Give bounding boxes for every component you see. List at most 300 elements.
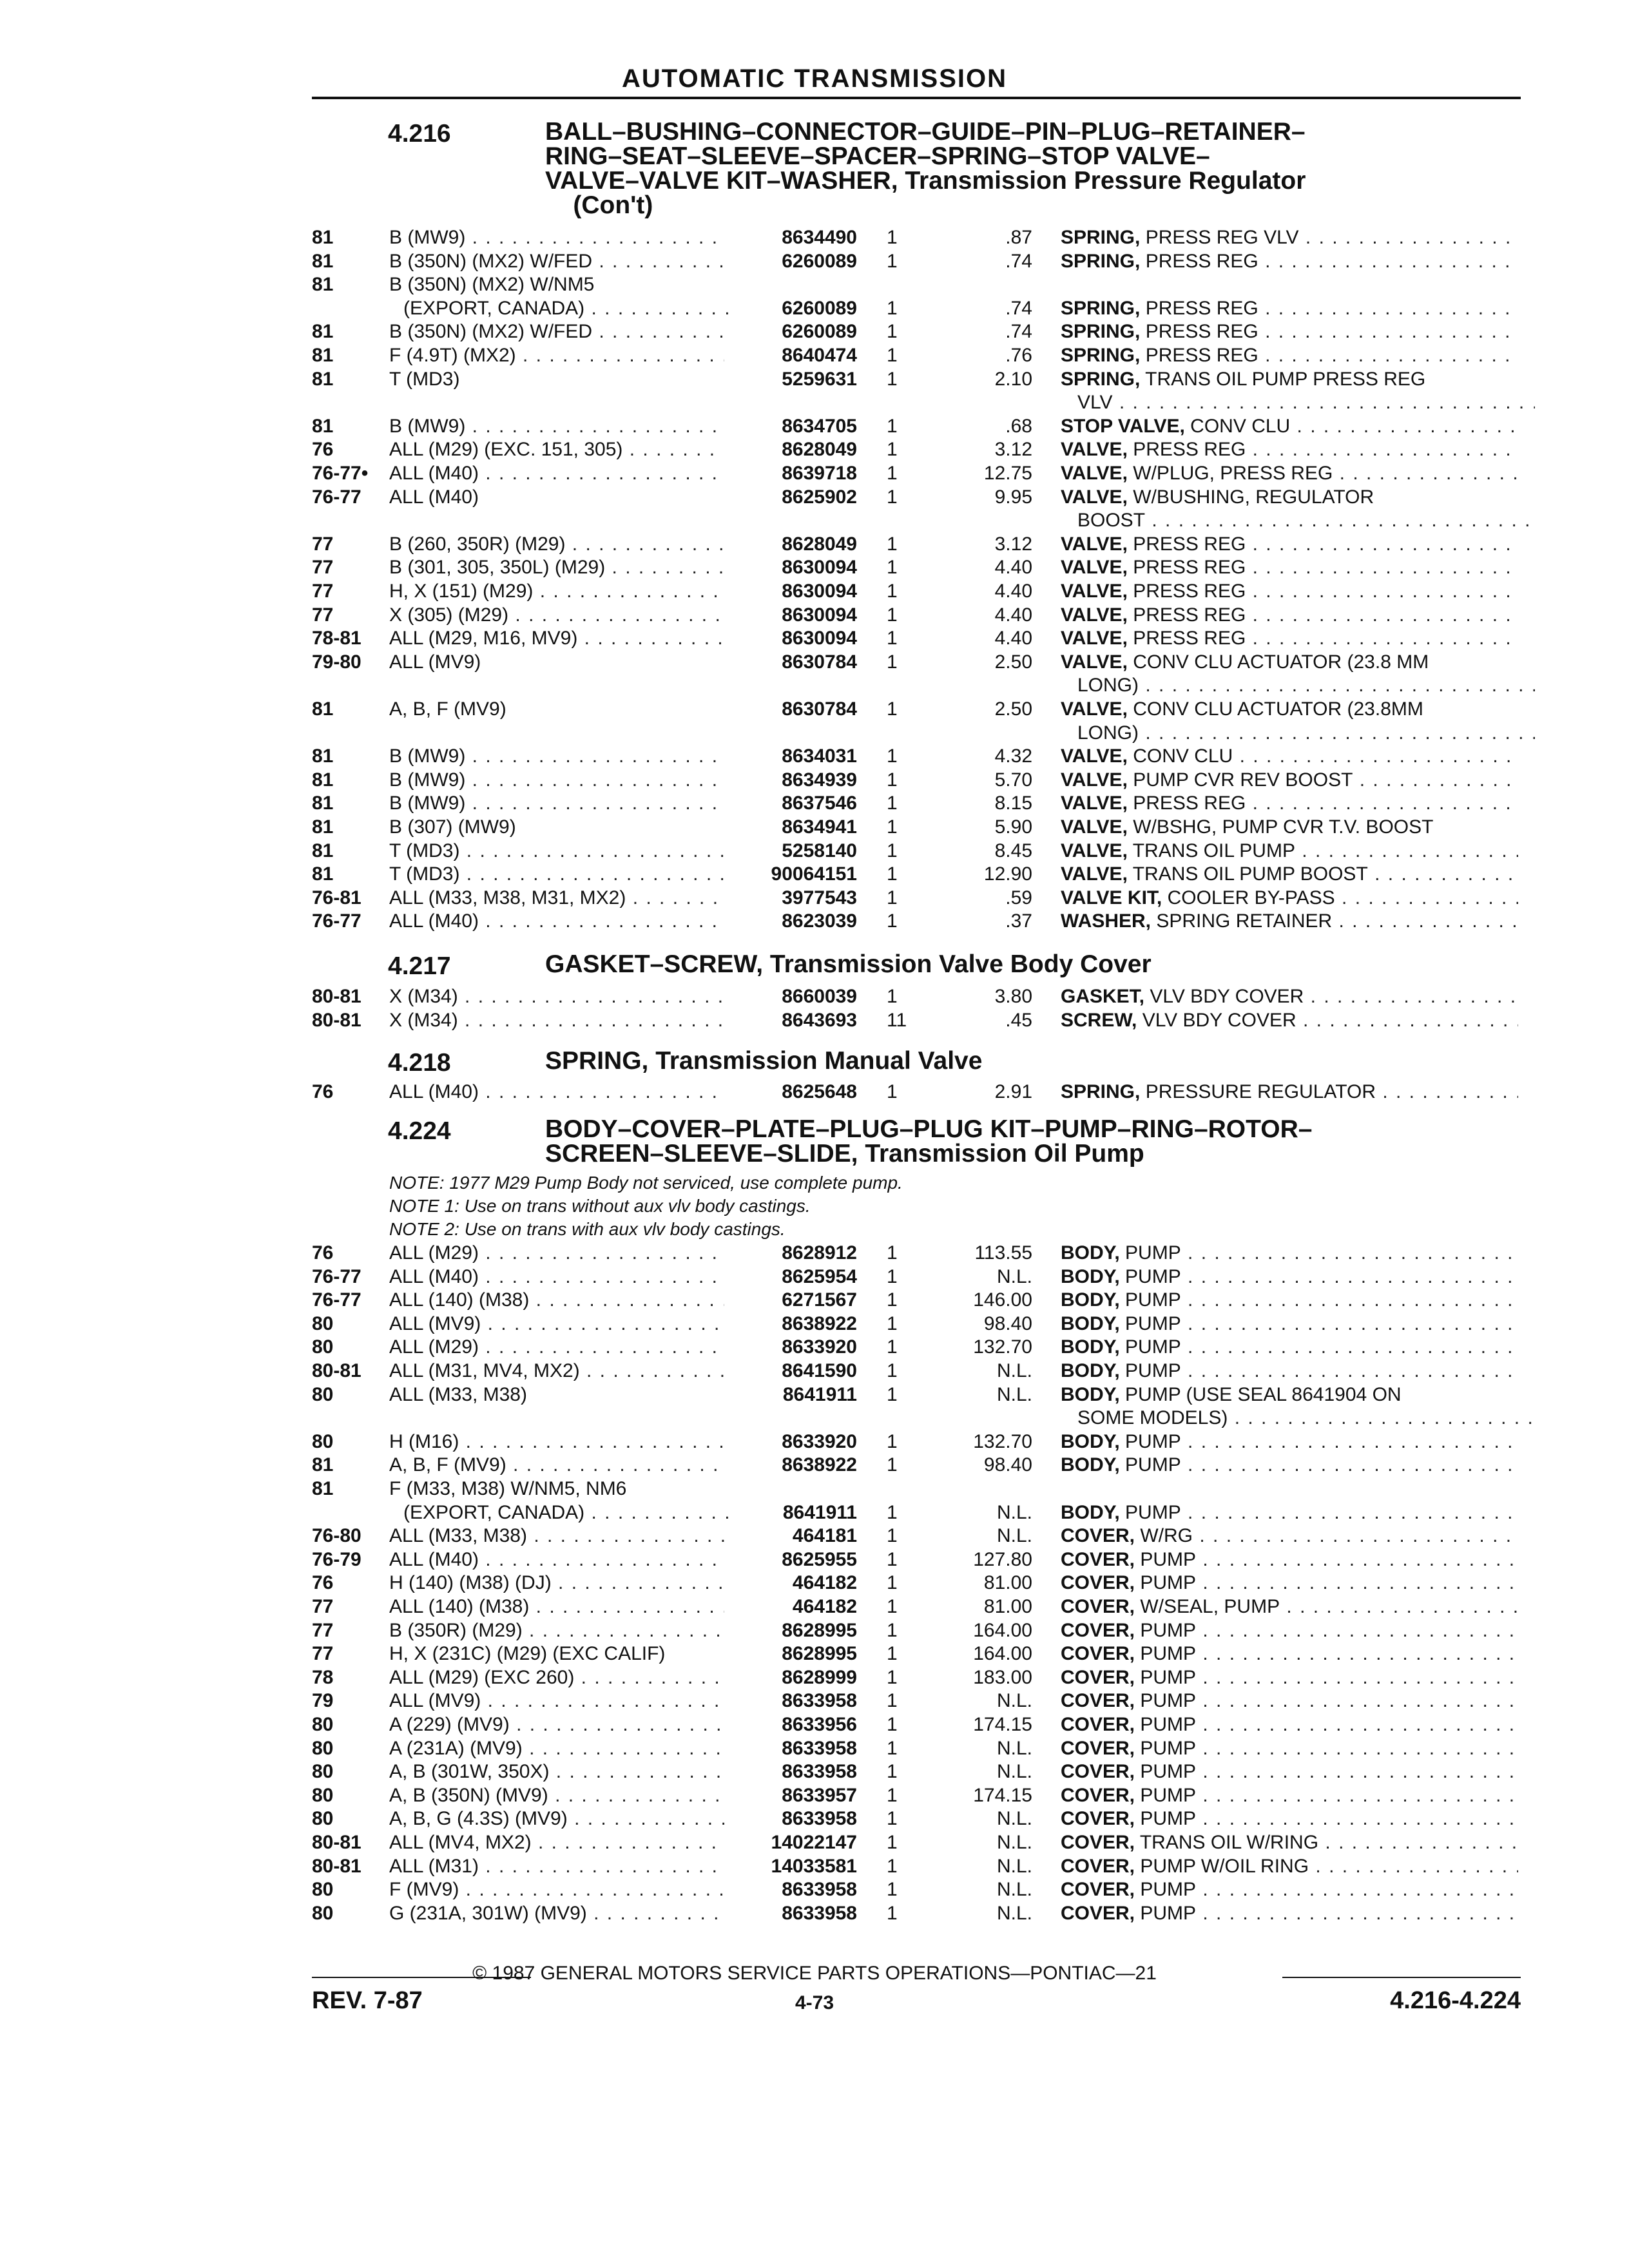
part-number: 8633956 — [782, 1714, 857, 1735]
description-text — [1077, 722, 1535, 744]
application: ALL (MV9) — [389, 651, 481, 673]
model-year: 76 — [312, 1081, 334, 1102]
table-row — [0, 461, 1629, 485]
model-year: 80 — [312, 1784, 334, 1806]
part-detail: CONV CLU — [1127, 745, 1233, 767]
application: B (350N) (MX2) W/FED . . . — [389, 249, 724, 273]
price: N.L. — [996, 1383, 1032, 1405]
model-year: 80 — [312, 1902, 334, 1924]
application: ALL (M29) . . . — [389, 1241, 724, 1265]
price: 2.10 — [994, 368, 1032, 390]
application: ALL (140) (M38) . . . — [389, 1595, 724, 1619]
model-year: 81 — [312, 863, 334, 885]
table-row — [0, 1406, 1629, 1430]
part-name: COVER, — [1061, 1619, 1135, 1641]
part-detail: PUMP — [1135, 1666, 1197, 1688]
description — [1061, 1807, 1518, 1831]
application: ALL (M29) (EXC. 151, 305) . . . — [389, 437, 724, 461]
part-number: 8638922 — [782, 1312, 857, 1334]
model-year: 80 — [312, 1737, 334, 1759]
quantity: 1 — [887, 1312, 898, 1334]
description-text — [1061, 1643, 1518, 1664]
section-title-line: SCREEN–SLEEVE–SLIDE, — [545, 1140, 858, 1168]
model-year: 80 — [312, 1430, 334, 1452]
part-number: 8639718 — [782, 463, 857, 484]
application: (EXPORT, CANADA) . . . — [403, 296, 738, 320]
part-number: 5258140 — [782, 840, 857, 861]
quantity: 1 — [887, 581, 898, 602]
quantity: 1 — [887, 840, 898, 861]
table-row — [0, 1477, 1629, 1501]
page-header-title: AUTOMATIC TRANSMISSION — [621, 64, 1008, 93]
quantity: 1 — [887, 557, 898, 579]
description — [1061, 791, 1518, 815]
part-number: 8628049 — [782, 533, 857, 555]
price: 4.40 — [994, 557, 1032, 579]
section-title-bold: GASKET–SCREW, — [545, 950, 764, 978]
section-subtitle: Transmission Manual Valve — [648, 1047, 983, 1075]
section-number-4218: 4.218 — [388, 1049, 451, 1077]
table-row — [0, 862, 1629, 886]
part-number: 8633958 — [782, 1690, 857, 1712]
price: 2.91 — [994, 1081, 1032, 1102]
application: H, X (231C) (M29) (EXC CALIF) — [389, 1643, 666, 1665]
table-row — [0, 1430, 1629, 1454]
description-text — [1061, 1714, 1518, 1735]
description-text — [1061, 1738, 1518, 1759]
table-row — [0, 1241, 1629, 1265]
application: T (MD3) . . . — [389, 839, 724, 863]
part-name: VALVE, — [1061, 533, 1128, 555]
section-title-4218 — [545, 1049, 1512, 1073]
description — [1061, 461, 1518, 485]
application: H, X (151) (M29) . . . — [389, 579, 724, 603]
quantity: 1 — [887, 1336, 898, 1358]
application: F (MV9) . . . — [389, 1878, 724, 1901]
description-text — [1061, 1289, 1518, 1311]
quantity: 1 — [887, 321, 898, 343]
table-row — [0, 508, 1629, 532]
price: N.L. — [996, 1525, 1032, 1547]
table-row — [0, 909, 1629, 933]
quantity: 1 — [887, 533, 898, 555]
section-number-4216: 4.216 — [388, 120, 451, 148]
application: ALL (M33, M38, M31, MX2) . . . — [389, 886, 724, 910]
part-name: VALVE, — [1061, 745, 1128, 767]
description-text — [1061, 227, 1518, 248]
table-row — [0, 1080, 1629, 1104]
part-detail: PRESS REG — [1127, 628, 1246, 649]
part-number: 8625954 — [782, 1265, 857, 1287]
application: B (260, 350R) (M29) . . . — [389, 532, 724, 556]
description-text — [1061, 581, 1518, 602]
part-number: 8628049 — [782, 439, 857, 461]
part-detail: PRESS REG — [1127, 439, 1246, 461]
table-row — [0, 985, 1629, 1008]
part-name: BODY, — [1061, 1360, 1120, 1381]
price: .74 — [1005, 321, 1032, 343]
part-name: SPRING, — [1061, 297, 1141, 319]
description — [1061, 1008, 1518, 1032]
description-text — [1061, 863, 1518, 885]
quantity: 1 — [887, 1808, 898, 1830]
description-text — [1077, 1407, 1535, 1428]
part-name: COVER, — [1061, 1855, 1135, 1877]
part-name: BODY, — [1061, 1289, 1120, 1311]
description — [1061, 1878, 1518, 1901]
part-detail: PRESS REG — [1140, 321, 1258, 343]
description — [1061, 1713, 1518, 1736]
part-name: VALVE, — [1061, 863, 1128, 885]
description-text — [1077, 675, 1535, 696]
quantity: 1 — [887, 1454, 898, 1476]
quantity: 1 — [887, 1383, 898, 1405]
price: N.L. — [996, 1761, 1032, 1783]
part-number: 8625902 — [782, 486, 857, 508]
table-row — [0, 1689, 1629, 1713]
part-name: VALVE, — [1061, 628, 1128, 649]
table-row — [0, 579, 1629, 603]
application: ALL (M40) . . . — [389, 909, 724, 933]
table-row — [0, 839, 1629, 863]
part-detail: PUMP W/OIL RING — [1135, 1855, 1309, 1877]
price: 5.70 — [994, 769, 1032, 791]
table-row — [0, 1854, 1629, 1878]
price: 81.00 — [983, 1572, 1032, 1594]
part-detail: TRANS OIL PUMP BOOST — [1127, 863, 1368, 885]
description-text — [1061, 1690, 1518, 1711]
quantity: 1 — [887, 1761, 898, 1783]
description-text — [1061, 1832, 1518, 1853]
application: B (MW9) . . . — [389, 414, 724, 438]
description-text — [1077, 510, 1535, 531]
description — [1061, 320, 1518, 343]
table-row — [0, 673, 1629, 697]
description — [1061, 650, 1518, 674]
table-row — [0, 886, 1629, 910]
quantity: 1 — [887, 368, 898, 390]
model-year: 77 — [312, 1596, 334, 1617]
model-year: 81 — [312, 274, 334, 296]
model-year: 80-81 — [312, 1009, 361, 1031]
part-detail: PUMP — [1135, 1643, 1197, 1665]
part-detail: CONV CLU — [1184, 415, 1291, 437]
part-detail: PUMP — [1119, 1242, 1181, 1264]
application: T (MD3) — [389, 368, 460, 390]
part-detail: BOOST — [1077, 510, 1146, 532]
footer-copyright: © 1987 GENERAL MOTORS SERVICE PARTS OPERATIONS—PONTIAC—21 — [472, 1963, 1157, 1984]
price: N.L. — [996, 1265, 1032, 1287]
table-row — [0, 697, 1629, 721]
description — [1061, 1430, 1518, 1454]
description-text — [1061, 816, 1433, 838]
price: 132.70 — [973, 1336, 1032, 1358]
price: 4.40 — [994, 604, 1032, 626]
part-name: VALVE, — [1061, 557, 1128, 579]
price: 127.80 — [973, 1548, 1032, 1570]
part-detail: PRESS REG — [1127, 581, 1246, 602]
table-row — [0, 485, 1629, 509]
part-detail: PUMP — [1119, 1336, 1181, 1358]
model-year: 76-77• — [312, 463, 369, 484]
note-line: NOTE: 1977 M29 Pump Body not serviced, use complete pump. — [389, 1173, 903, 1193]
quantity: 1 — [887, 816, 898, 838]
price: 3.12 — [994, 533, 1032, 555]
application: ALL (M40) . . . — [389, 1548, 724, 1571]
price: .45 — [1005, 1009, 1032, 1031]
table-row — [0, 273, 1629, 296]
application: F (M33, M38) W/NM5, NM6 — [389, 1478, 627, 1499]
note-line: NOTE 1: Use on trans without aux vlv body castings. — [389, 1196, 811, 1216]
part-detail: PRESS REG VLV — [1140, 227, 1299, 248]
application: ALL (M33, M38) — [389, 1383, 527, 1405]
price: N.L. — [996, 1737, 1032, 1759]
table-row — [0, 1312, 1629, 1336]
part-number: 464182 — [792, 1596, 857, 1617]
part-name: BODY, — [1061, 1265, 1120, 1287]
application: ALL (M40) . . . — [389, 1265, 724, 1289]
part-name: SPRING, — [1061, 345, 1141, 366]
description-text — [1061, 910, 1518, 932]
part-detail: TRANS OIL PUMP — [1127, 840, 1295, 861]
description — [1061, 367, 1518, 391]
price: .76 — [1005, 345, 1032, 366]
part-detail: PRESS REG — [1127, 557, 1246, 579]
model-year: 81 — [312, 840, 334, 861]
part-name: COVER, — [1061, 1690, 1135, 1712]
price: N.L. — [996, 1879, 1032, 1901]
description — [1061, 1288, 1518, 1312]
part-detail: W/BSHG, PUMP CVR T.V. BOOST — [1127, 816, 1434, 838]
part-name: COVER, — [1061, 1784, 1135, 1806]
price: 8.45 — [994, 840, 1032, 861]
part-detail: PUMP — [1119, 1265, 1181, 1287]
description — [1061, 1571, 1518, 1595]
price: 4.40 — [994, 581, 1032, 602]
description-text — [1061, 628, 1518, 649]
quantity: 1 — [887, 1501, 898, 1523]
part-number: 8643693 — [782, 1009, 857, 1031]
model-year: 80-81 — [312, 1855, 361, 1877]
price: N.L. — [996, 1690, 1032, 1712]
quantity: 1 — [887, 1737, 898, 1759]
description-text — [1061, 1667, 1518, 1688]
model-year: 81 — [312, 816, 334, 838]
quantity: 1 — [887, 628, 898, 649]
table-row — [0, 1783, 1629, 1807]
application: ALL (M31, MV4, MX2) . . . — [389, 1359, 724, 1383]
part-number: 8630094 — [782, 557, 857, 579]
part-detail: PUMP — [1135, 1619, 1197, 1641]
header-rule — [312, 97, 1521, 99]
quantity: 1 — [887, 887, 898, 908]
model-year: 76-77 — [312, 910, 361, 932]
table-row — [0, 414, 1629, 438]
part-detail: PUMP — [1135, 1808, 1197, 1830]
description — [1077, 390, 1535, 414]
description — [1061, 555, 1518, 579]
model-year: 81 — [312, 1478, 334, 1499]
part-name: WASHER, — [1061, 910, 1152, 932]
model-year: 77 — [312, 1619, 334, 1641]
description-text — [1061, 369, 1425, 390]
part-number: 8634031 — [782, 745, 857, 767]
part-detail: PUMP — [1135, 1548, 1197, 1570]
model-year: 77 — [312, 581, 334, 602]
application: G (231A, 301W) (MV9) . . . — [389, 1901, 724, 1925]
part-detail: PUMP — [1119, 1501, 1181, 1523]
part-name: SPRING, — [1061, 368, 1141, 390]
model-year: 81 — [312, 368, 334, 390]
model-year: 81 — [312, 345, 334, 366]
description-text — [1061, 1431, 1518, 1452]
description-text — [1077, 392, 1535, 413]
model-year: 76-81 — [312, 887, 361, 908]
description-text — [1061, 533, 1518, 555]
part-number: 6260089 — [782, 250, 857, 272]
part-number: 8623039 — [782, 910, 857, 932]
table-row — [0, 1548, 1629, 1571]
part-detail: PUMP — [1135, 1572, 1197, 1594]
table-row — [0, 1736, 1629, 1760]
description — [1077, 508, 1535, 532]
quantity: 1 — [887, 486, 898, 508]
application: ALL (M29, M16, MV9) . . . — [389, 626, 724, 650]
application: B (MW9) . . . — [389, 744, 724, 768]
part-number: 8633920 — [782, 1336, 857, 1358]
model-year: 77 — [312, 1643, 334, 1665]
description-text — [1061, 298, 1518, 319]
model-year: 81 — [312, 250, 334, 272]
part-name: COVER, — [1061, 1596, 1135, 1617]
description — [1061, 579, 1518, 603]
description-text — [1061, 1081, 1518, 1102]
part-name: COVER, — [1061, 1548, 1135, 1570]
part-detail: PUMP — [1135, 1784, 1197, 1806]
application: H (140) (M38) (DJ) . . . — [389, 1571, 724, 1595]
application: B (350N) (MX2) W/FED . . . — [389, 320, 724, 343]
section-title-line: BALL–BUSHING–CONNECTOR–GUIDE–PIN–PLUG–RETAINER– — [545, 118, 1306, 146]
application: ALL (MV4, MX2) . . . — [389, 1831, 724, 1854]
part-name: COVER, — [1061, 1737, 1135, 1759]
price: 5.90 — [994, 816, 1032, 838]
description-text — [1061, 486, 1374, 508]
part-number: 8628995 — [782, 1619, 857, 1641]
part-detail: VLV — [1077, 392, 1113, 414]
model-year: 76-77 — [312, 1265, 361, 1287]
model-year: 81 — [312, 769, 334, 791]
model-year: 76-77 — [312, 486, 361, 508]
table-row — [0, 1595, 1629, 1619]
part-number: 8634941 — [782, 816, 857, 838]
part-number: 6260089 — [782, 321, 857, 343]
part-detail: W/SEAL, PUMP — [1135, 1596, 1280, 1617]
model-year: 76-77 — [312, 1289, 361, 1311]
table-row — [0, 791, 1629, 815]
description — [1077, 673, 1535, 697]
part-detail: PUMP — [1119, 1430, 1181, 1452]
description — [1061, 1642, 1518, 1666]
description-text — [1061, 1620, 1518, 1641]
model-year: 81 — [312, 793, 334, 814]
part-detail: TRANS OIL PUMP PRESS REG — [1140, 368, 1426, 390]
description — [1061, 414, 1518, 438]
price: 146.00 — [973, 1289, 1032, 1311]
part-number: 464182 — [792, 1572, 857, 1594]
application: A, B (301W, 350X) . . . — [389, 1760, 724, 1783]
section-title-cont: (Con't) — [573, 191, 653, 219]
part-number: 6260089 — [782, 297, 857, 319]
application: B (MW9) . . . — [389, 226, 724, 249]
description — [1061, 343, 1518, 367]
quantity: 1 — [887, 1643, 898, 1665]
section-title-4224 — [545, 1117, 1512, 1166]
description-text — [1061, 1785, 1518, 1806]
price: .74 — [1005, 250, 1032, 272]
table-row — [0, 1807, 1629, 1831]
table-row — [0, 721, 1629, 745]
model-year: 80-81 — [312, 1360, 361, 1381]
model-year: 80 — [312, 1808, 334, 1830]
quantity: 1 — [887, 1289, 898, 1311]
description — [1061, 1383, 1518, 1407]
table-row — [0, 1524, 1629, 1548]
table-row — [0, 603, 1629, 627]
table-row — [0, 744, 1629, 768]
part-detail: PRESSURE REGULATOR — [1140, 1081, 1376, 1102]
part-detail: PUMP (USE SEAL 8641904 ON — [1119, 1383, 1402, 1405]
part-name: BODY, — [1061, 1383, 1120, 1405]
application: A, B (350N) (MV9) . . . — [389, 1783, 724, 1807]
part-number: 8634490 — [782, 227, 857, 248]
price: 4.32 — [994, 745, 1032, 767]
description-text — [1061, 463, 1518, 484]
price: 9.95 — [994, 486, 1032, 508]
part-detail: CONV CLU ACTUATOR (23.8 MM — [1127, 651, 1429, 673]
table-row — [0, 532, 1629, 556]
model-year: 81 — [312, 227, 334, 248]
quantity: 1 — [887, 1619, 898, 1641]
part-name: VALVE, — [1061, 769, 1128, 791]
price: 2.50 — [994, 651, 1032, 673]
table-row — [0, 1453, 1629, 1477]
table-row — [0, 1265, 1629, 1289]
quantity: 1 — [887, 1242, 898, 1264]
description — [1061, 1335, 1518, 1359]
model-year: 80 — [312, 1336, 334, 1358]
model-year: 80 — [312, 1383, 334, 1405]
application: B (307) (MW9) — [389, 816, 516, 838]
part-number: 8625955 — [782, 1548, 857, 1570]
description-text — [1061, 1856, 1518, 1877]
description — [1061, 1265, 1518, 1289]
part-detail: PRESS REG — [1127, 604, 1246, 626]
description — [1061, 1359, 1518, 1383]
model-year: 80 — [312, 1312, 334, 1334]
part-name: VALVE, — [1061, 486, 1128, 508]
application: ALL (M29) . . . — [389, 1335, 724, 1359]
price: 132.70 — [973, 1430, 1032, 1452]
table-row — [0, 626, 1629, 650]
part-detail: W/BUSHING, REGULATOR — [1127, 486, 1374, 508]
part-name: STOP VALVE, — [1061, 415, 1185, 437]
part-number: 8630094 — [782, 604, 857, 626]
part-detail: PRESS REG — [1140, 345, 1258, 366]
quantity: 1 — [887, 1666, 898, 1688]
quantity: 1 — [887, 1430, 898, 1452]
table-row — [0, 249, 1629, 273]
model-year: 76 — [312, 1242, 334, 1264]
